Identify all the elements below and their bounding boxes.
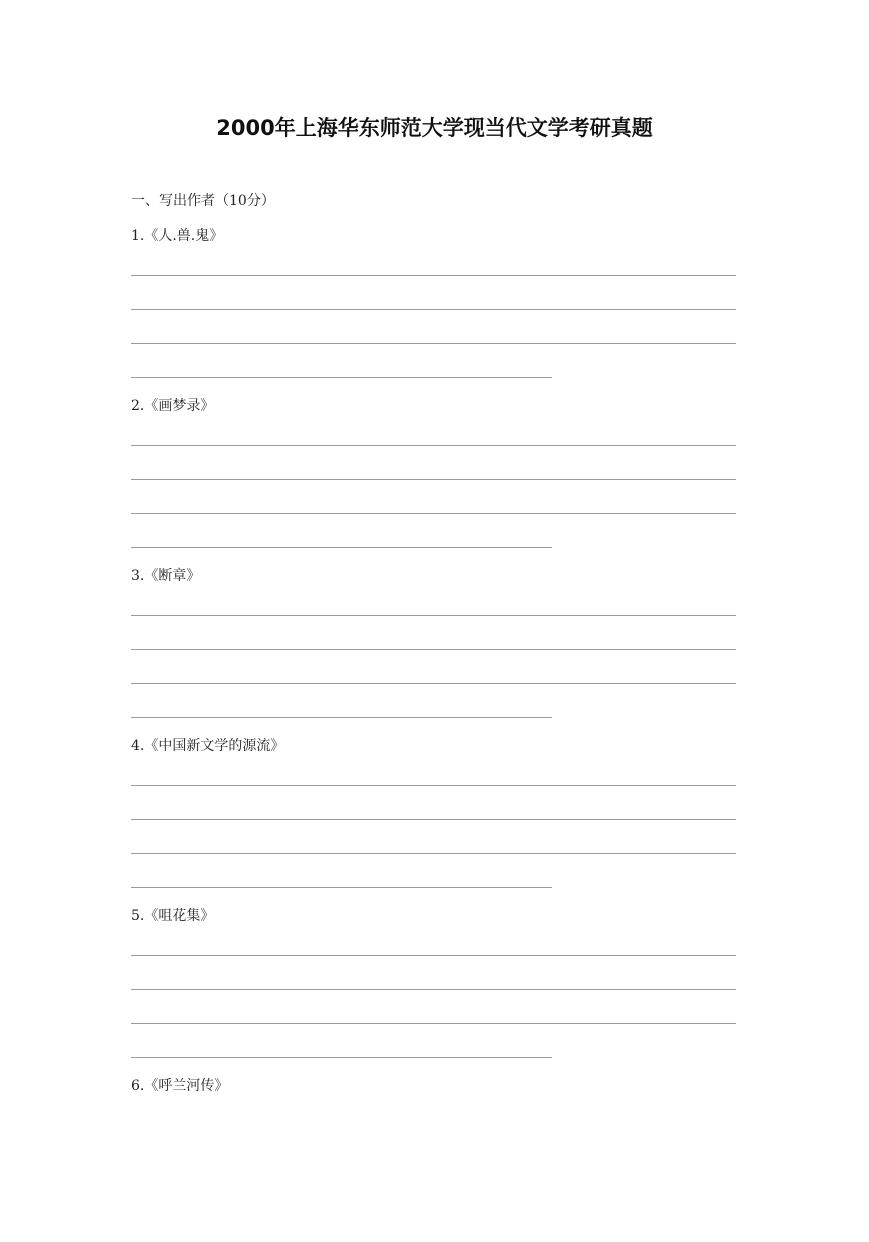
answer-line[interactable] [131, 309, 736, 310]
answer-line[interactable] [131, 615, 736, 616]
question-item [131, 222, 737, 392]
page-title: 2000年上海华东师范大学现当代文学考研真题 [216, 116, 653, 140]
answer-line[interactable] [131, 445, 736, 446]
question-label: 1.《人.兽.鬼》 [131, 228, 224, 244]
question-list [131, 222, 737, 1242]
answer-line[interactable] [131, 479, 736, 480]
answer-line[interactable] [131, 275, 736, 276]
answer-line[interactable] [131, 1023, 736, 1024]
answer-line[interactable] [131, 377, 552, 378]
answer-line[interactable] [131, 513, 736, 514]
question-label: 5.《咀花集》 [131, 908, 215, 924]
question-item [131, 902, 737, 1072]
answer-line[interactable] [131, 785, 736, 786]
section-heading: 一、写出作者（10分） [131, 193, 275, 209]
answer-line[interactable] [131, 1057, 552, 1058]
question-label: 3.《断章》 [131, 568, 201, 584]
answer-line[interactable] [131, 649, 736, 650]
question-label: 6.《呼兰河传》 [131, 1078, 229, 1094]
question-item [131, 392, 737, 562]
answer-line[interactable] [131, 887, 552, 888]
answer-line[interactable] [131, 717, 552, 718]
answer-line[interactable] [131, 819, 736, 820]
question-label: 4.《中国新文学的源流》 [131, 738, 285, 754]
answer-line[interactable] [131, 989, 736, 990]
question-item [131, 562, 737, 732]
answer-line[interactable] [131, 955, 736, 956]
answer-line[interactable] [131, 547, 552, 548]
question-item [131, 1072, 737, 1242]
answer-line[interactable] [131, 683, 736, 684]
answer-line[interactable] [131, 853, 736, 854]
question-item [131, 732, 737, 902]
question-label: 2.《画梦录》 [131, 398, 215, 414]
answer-line[interactable] [131, 343, 736, 344]
